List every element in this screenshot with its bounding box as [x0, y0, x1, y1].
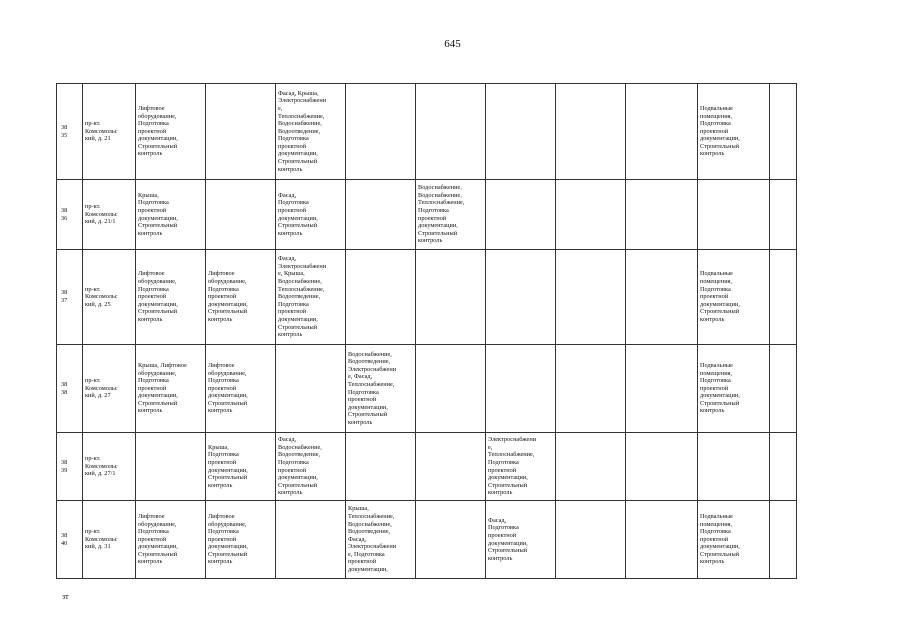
work-cell	[626, 180, 698, 250]
work-cell	[486, 501, 556, 579]
work-text: Лифтовое оборудование, Подготовка проектной документации, Строительный контроль	[208, 361, 248, 415]
work-cell	[206, 84, 276, 180]
work-cell	[556, 84, 626, 180]
work-text: Подвальные помещения, Подготовка проектной документации, Строительный контроль	[700, 512, 740, 566]
work-cell	[416, 250, 486, 345]
work-cell	[136, 180, 206, 250]
footer-mark: зт	[62, 592, 69, 601]
row-number-cell	[57, 180, 83, 250]
row-number-cell	[57, 501, 83, 579]
work-cell	[556, 345, 626, 433]
work-cell	[136, 501, 206, 579]
work-cell	[276, 84, 346, 180]
work-text: Лифтовое оборудование, Подготовка проектной документации, Строительный контроль	[138, 270, 178, 323]
row-number: 38 39	[61, 458, 68, 474]
work-cell	[206, 345, 276, 433]
work-cell	[698, 501, 770, 579]
row-number: 38 35	[61, 123, 68, 139]
work-text: Электроснабжени е, Теплоснабжение, Подготовка проектной документации, Строительный контроль	[488, 436, 537, 497]
work-cell	[486, 345, 556, 433]
work-text: Лифтовое оборудование, Подготовка проектной документации, Строительный контроль	[208, 270, 248, 323]
work-cell	[346, 180, 416, 250]
work-cell	[276, 433, 346, 501]
work-cell	[416, 345, 486, 433]
address-cell	[83, 250, 136, 345]
repair-schedule-table	[56, 83, 797, 579]
work-cell	[346, 345, 416, 433]
work-cell	[276, 345, 346, 433]
work-cell	[346, 501, 416, 579]
work-cell	[136, 250, 206, 345]
work-cell	[206, 501, 276, 579]
work-text: Подвальные помещения, Подготовка проектной документации, Строительный контроль	[700, 270, 740, 323]
address-cell	[83, 433, 136, 501]
work-cell	[556, 433, 626, 501]
address-text: пр-кт. Комсомольс кий, д. 25	[85, 285, 118, 308]
address-text: пр-кт. Комсомольс кий, д. 27/1	[85, 455, 118, 478]
work-cell	[770, 84, 797, 180]
address-cell	[83, 84, 136, 180]
work-text: Фасад, Подготовка проектной документации, Строительный контроль	[278, 191, 318, 237]
work-cell	[206, 433, 276, 501]
work-cell	[698, 250, 770, 345]
row-number-cell	[57, 250, 83, 345]
work-cell	[346, 250, 416, 345]
work-cell	[626, 84, 698, 180]
work-text: Фасад, Водоснабжение, Водоотведение, Подготовка проектной документации, Строительный контроль	[278, 436, 322, 497]
address-cell	[83, 345, 136, 433]
work-cell	[346, 84, 416, 180]
work-cell	[136, 345, 206, 433]
table-row	[57, 433, 797, 501]
row-number: 38 37	[61, 289, 68, 304]
work-cell	[416, 180, 486, 250]
address-cell	[83, 501, 136, 579]
work-cell	[556, 180, 626, 250]
work-cell	[698, 84, 770, 180]
work-cell	[626, 345, 698, 433]
address-text: пр-кт. Комсомольс кий, д. 21	[85, 120, 118, 143]
work-cell	[770, 501, 797, 579]
row-number: 38 36	[61, 206, 68, 222]
row-number: 38 40	[61, 531, 68, 547]
work-cell	[698, 345, 770, 433]
table-row	[57, 180, 797, 250]
table-row	[57, 501, 797, 579]
work-cell	[136, 84, 206, 180]
work-cell	[206, 180, 276, 250]
page-number: 645	[444, 38, 461, 50]
work-cell	[770, 345, 797, 433]
address-text: пр-кт. Комсомольс кий, д. 27	[85, 377, 118, 400]
work-text: Крыша, Подготовка проектной документации, Строительный контроль	[138, 191, 178, 237]
work-text: Подвальные помещения, Подготовка проектной документации, Строительный контроль	[700, 361, 740, 415]
work-cell	[206, 250, 276, 345]
work-cell	[416, 501, 486, 579]
work-cell	[556, 501, 626, 579]
work-text: Фасад, Крыша, Электроснабжени е, Теплоснабжение, Водоснабжение, Водоотведение, Подготовка проектной документации, Строительный контроль	[278, 89, 327, 173]
work-cell	[416, 84, 486, 180]
work-cell	[626, 250, 698, 345]
address-cell	[83, 180, 136, 250]
work-text: Водоснабжение, Водоснабжение, Теплоснабжение, Подготовка проектной документации, Строительный контроль	[418, 184, 465, 245]
work-text: Лифтовое оборудование, Подготовка проектной документации, Строительный контроль	[138, 512, 178, 566]
work-cell	[556, 250, 626, 345]
work-cell	[770, 433, 797, 501]
row-number-cell	[57, 433, 83, 501]
work-text: Крыша, Лифтовое оборудование, Подготовка проектной документации, Строительный контроль	[138, 361, 187, 415]
work-text: Лифтовое оборудование, Подготовка проектной документации, Строительный контроль	[138, 104, 178, 158]
row-number-cell	[57, 84, 83, 180]
table-row	[57, 345, 797, 433]
work-cell	[486, 250, 556, 345]
work-cell	[698, 433, 770, 501]
work-cell	[770, 180, 797, 250]
work-cell	[770, 250, 797, 345]
work-text: Лифтовое оборудование, Подготовка проектной документации, Строительный контроль	[208, 512, 248, 566]
table-body	[57, 84, 797, 579]
work-cell	[276, 501, 346, 579]
table-row	[57, 84, 797, 180]
work-cell	[136, 433, 206, 501]
work-cell	[486, 433, 556, 501]
work-text: Фасад, Подготовка проектной документации, Строительный контроль	[488, 516, 528, 562]
address-text: пр-кт. Комсомольс кий, д. 21/1	[85, 203, 118, 226]
work-text: Крыша, Подготовка проектной документации, Строительный контроль	[208, 443, 248, 489]
work-text: Подвальные помещения, Подготовка проектной документации, Строительный контроль	[700, 104, 740, 158]
work-cell	[276, 180, 346, 250]
work-text: Фасад, Электроснабжени е, Крыша, Водоснабжение, Теплоснабжение, Водоотведение, Подготовка проектной документации, Строительный контроль	[278, 255, 327, 339]
work-cell	[276, 250, 346, 345]
work-cell	[486, 180, 556, 250]
table-row	[57, 250, 797, 345]
work-text: Водоснабжение, Водоотведение, Электроснабжени е, Фасад, Теплоснабжение, Подготовка проектной документации, Строительный контроль	[348, 350, 397, 426]
work-text: Крыша, Теплоснабжение, Водоснабжение, Водоотведение, Фасад, Электроснабжени е, Подготовка проектной документации,	[348, 505, 397, 574]
work-cell	[416, 433, 486, 501]
work-cell	[698, 180, 770, 250]
work-cell	[626, 433, 698, 501]
row-number: 38 38	[61, 380, 68, 396]
address-text: пр-кт. Комсомольс кий, д. 31	[85, 528, 118, 551]
work-cell	[346, 433, 416, 501]
row-number-cell	[57, 345, 83, 433]
work-cell	[626, 501, 698, 579]
work-cell	[486, 84, 556, 180]
